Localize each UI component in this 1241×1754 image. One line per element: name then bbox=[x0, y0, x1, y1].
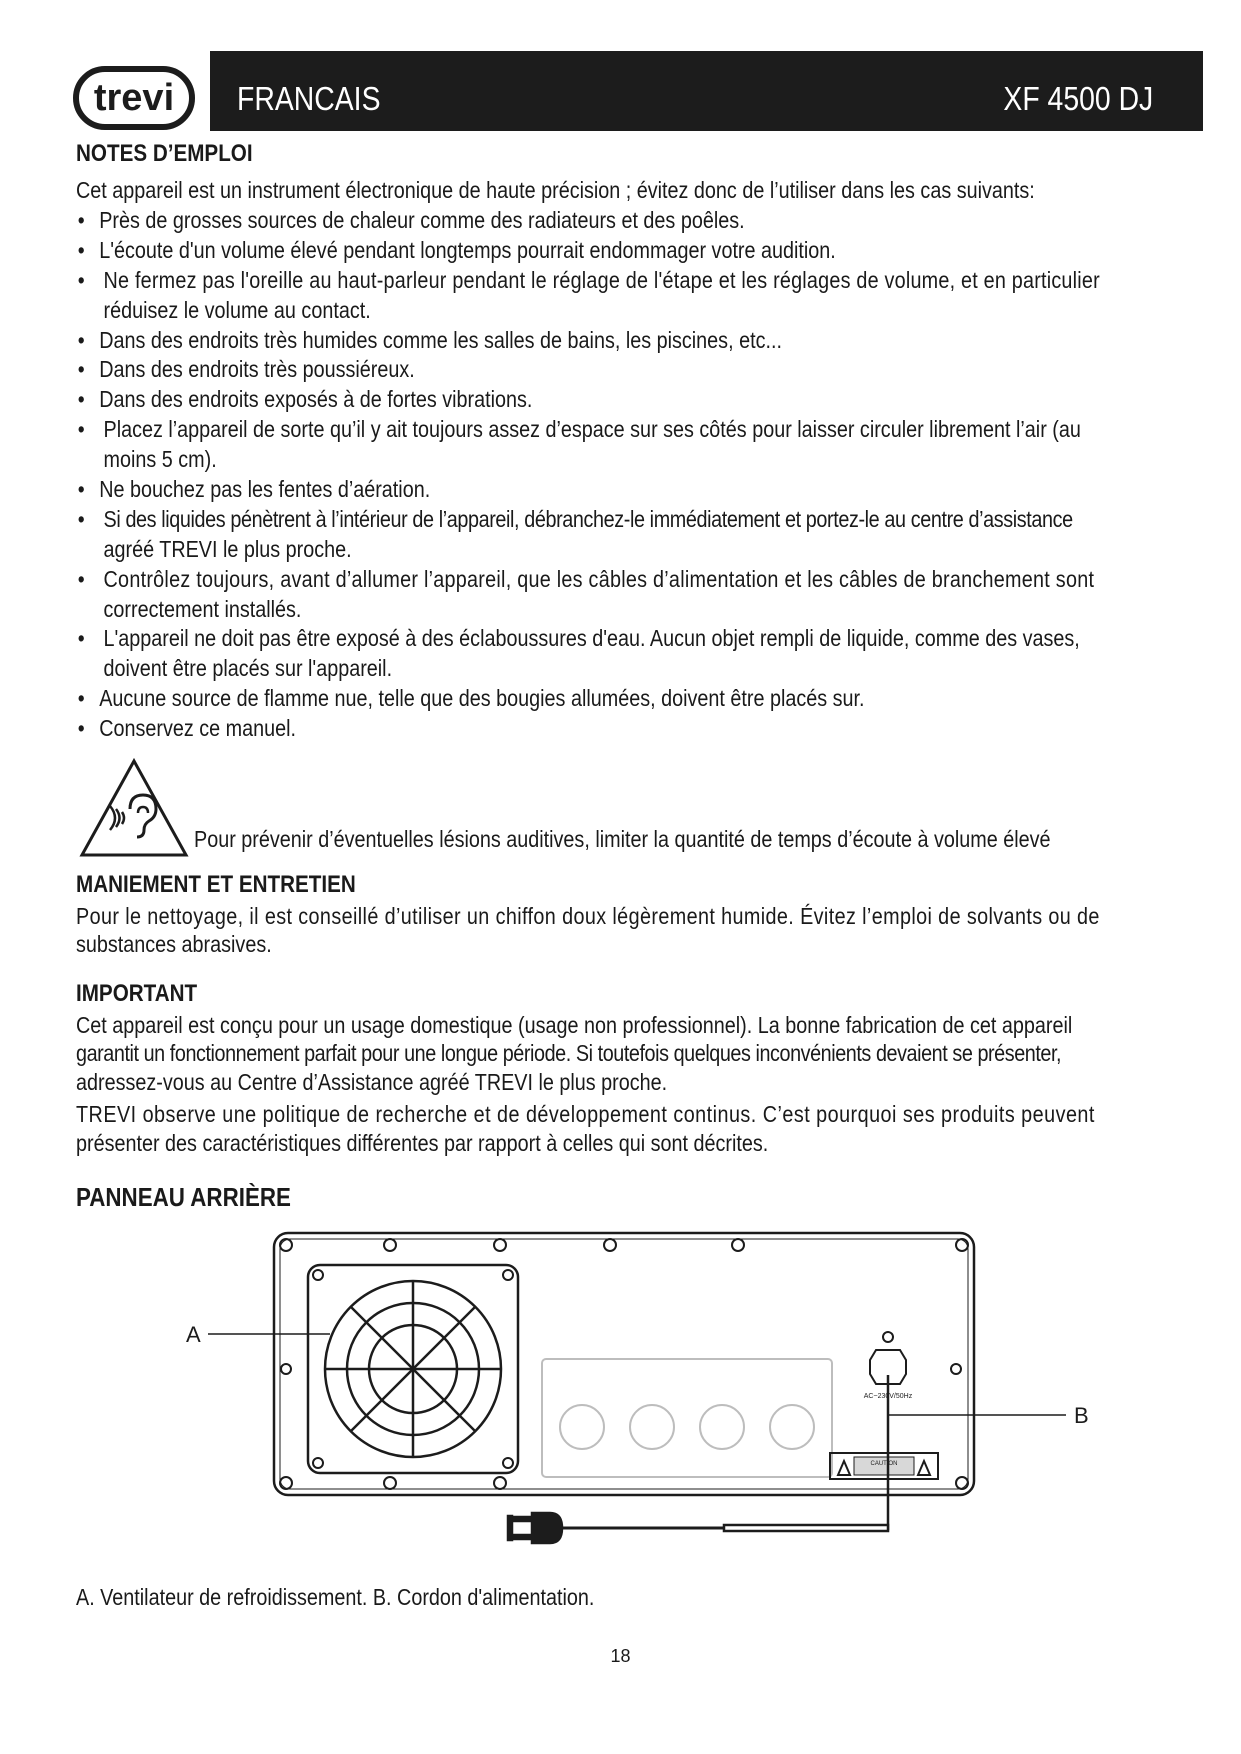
header-model: XF 4500 DJ bbox=[1003, 80, 1153, 117]
bullet-dot: • bbox=[77, 506, 85, 532]
maintenance-line: substances abrasives. bbox=[76, 931, 272, 957]
hearing-warning-icon bbox=[78, 757, 190, 859]
bullet-dot: • bbox=[77, 566, 85, 592]
callout-b-label: B bbox=[1074, 1403, 1089, 1428]
bullet-dot: • bbox=[77, 327, 85, 353]
cooling-fan-grille bbox=[308, 1265, 518, 1473]
notes-intro: Cet appareil est un instrument électronique de haute précision ; évitez donc de l’utiliser dans les cas suivants: bbox=[76, 177, 1035, 203]
rear-panel-diagram bbox=[170, 1225, 1110, 1570]
maintenance-line: Pour le nettoyage, il est conseillé d’utiliser un chiffon doux légèrement humide. Évitez l’emploi de solvants ou de bbox=[76, 903, 1100, 929]
important-line: présenter des caractéristiques différentes par rapport à celles qui sont décrites. bbox=[76, 1130, 769, 1156]
bullet-dot: • bbox=[77, 386, 85, 412]
bullet-dot: • bbox=[77, 237, 85, 263]
important-line: garantit un fonctionnement parfait pour une longue période. Si toutefois quelques inconvénients devaient se présenter, bbox=[76, 1040, 1062, 1066]
important-line: Cet appareil est conçu pour un usage domestique (usage non professionnel). La bonne fabrication de cet appareil bbox=[76, 1012, 1073, 1038]
important-line: TREVI observe une politique de recherche et de développement continus. C’est pourquoi ses produits peuvent bbox=[76, 1101, 1095, 1127]
notes-title: NOTES D’EMPLOI bbox=[76, 140, 253, 167]
hearing-warning-text: Pour prévenir d’éventuelles lésions auditives, limiter la quantité de temps d’écoute à volume élevé bbox=[194, 826, 1051, 852]
rear-panel-caption: A. Ventilateur de refroidissement. B. Cordon d'alimentation. bbox=[76, 1584, 595, 1610]
maintenance-title: MANIEMENT ET ENTRETIEN bbox=[76, 871, 356, 898]
important-line: adressez-vous au Centre d’Assistance agréé TREVI le plus proche. bbox=[76, 1069, 668, 1095]
bullet-dot: • bbox=[77, 685, 85, 711]
trevi-logo bbox=[73, 66, 195, 130]
bullet-dot: • bbox=[77, 356, 85, 382]
header-language: FRANCAIS bbox=[237, 80, 381, 117]
caution-text: CAUTION bbox=[870, 1461, 898, 1467]
rear-panel-title: PANNEAU ARRIÈRE bbox=[76, 1182, 291, 1212]
voltage-label: AC~230V/50Hz bbox=[863, 1393, 913, 1400]
page-number: 18 bbox=[610, 1646, 631, 1666]
important-title: IMPORTANT bbox=[76, 980, 198, 1007]
bullet-dot: • bbox=[77, 476, 85, 502]
bullet-dot: • bbox=[77, 267, 85, 293]
logo-text: trevi bbox=[93, 77, 175, 119]
embossed-connector-area bbox=[542, 1359, 832, 1477]
bullet-dot: • bbox=[77, 715, 85, 741]
callout-a-label: A bbox=[186, 1322, 201, 1347]
bullet-dot: • bbox=[77, 416, 85, 442]
header-bar bbox=[210, 51, 1203, 131]
bullet-dot: • bbox=[77, 207, 85, 233]
bullet-dot: • bbox=[77, 625, 85, 651]
